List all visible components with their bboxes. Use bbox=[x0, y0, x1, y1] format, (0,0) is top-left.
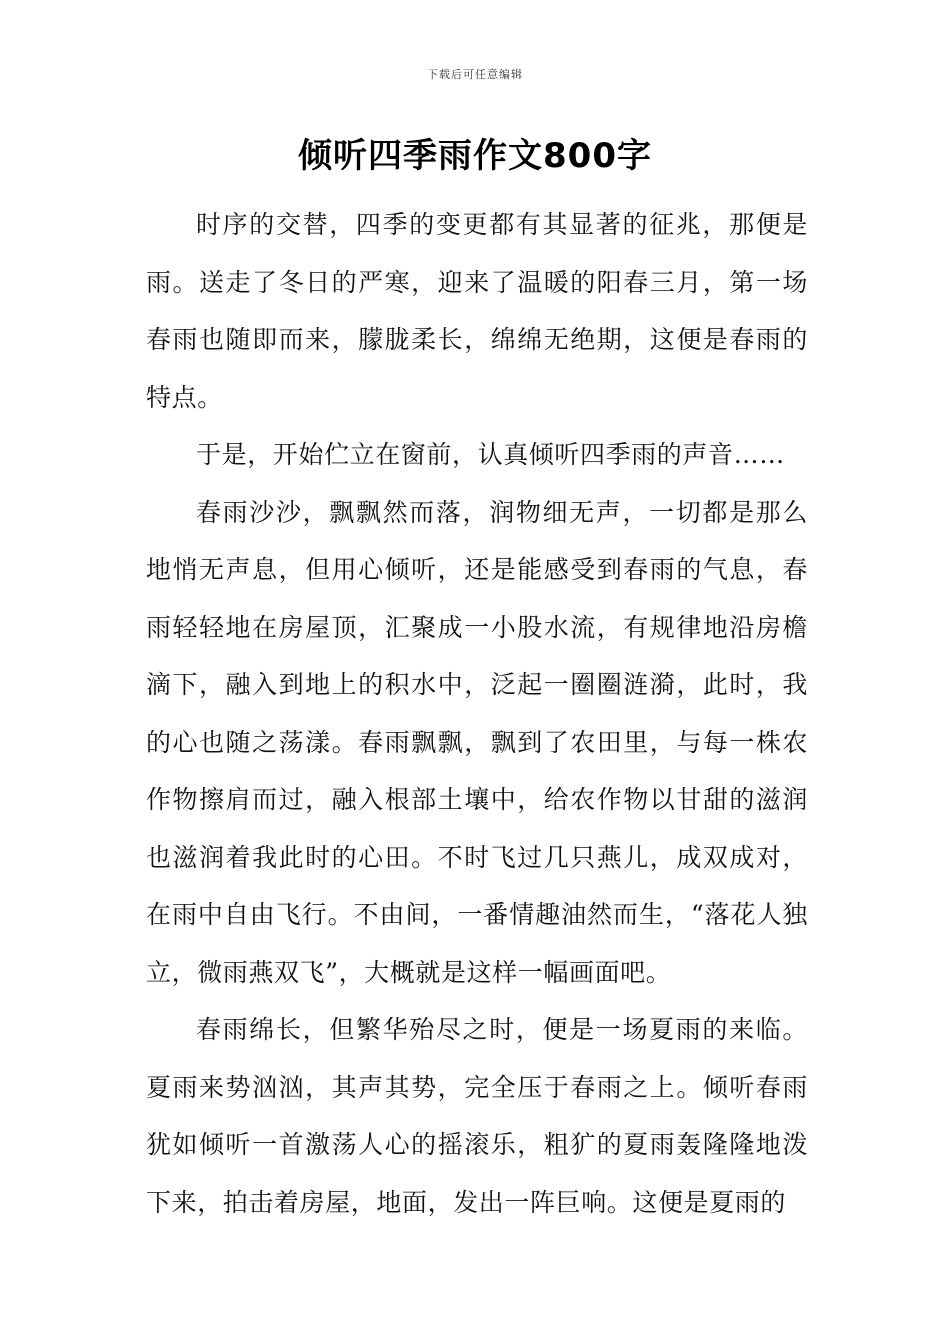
paragraph-1: 时序的交替，四季的变更都有其显著的征兆，那便是雨。送走了冬日的严寒，迎来了温暖的阳春三月，第一场春雨也随即而来，朦胧柔长，绵绵无绝期，这便是春雨的特点。 bbox=[146, 210, 808, 412]
page-title: 倾听四季雨作文800字 bbox=[298, 136, 652, 176]
paragraph-2: 于是，开始伫立在窗前，认真倾听四季雨的声音…… bbox=[196, 440, 785, 469]
paragraph-3: 春雨沙沙，飘飘然而落，润物细无声，一切都是那么地悄无声息，但用心倾听，还是能感受到春雨的气息，春雨轻轻地在房屋顶，汇聚成一小股水流，有规律地沿房檐滴下，融入到地上的积水中，泛起一圈圈涟漪，此时，我的心也随之荡漾。春雨飘飘，飘到了农田里，与每一株农作物擦肩而过，融入根部土壤中，给农作物以甘甜的滋润也滋润着我此时的心田。不时飞过几只燕儿，成双成对，在雨中自由飞行。不由间，一番情趣油然而生，“落花人独立，微雨燕双飞”，大概就是这样一幅画面吧。 bbox=[146, 497, 808, 987]
header-note: 下载后可任意编辑 bbox=[427, 68, 523, 81]
essay-body bbox=[146, 196, 808, 1231]
paragraph-4: 春雨绵长，但繁华殆尽之时，便是一场夏雨的来临。夏雨来势汹汹，其声其势，完全压于春雨之上。倾听春雨犹如倾听一首激荡人心的摇滚乐，粗犷的夏雨轰隆隆地泼下来，拍击着房屋，地面，发出一阵巨响。这便是夏雨的 bbox=[146, 1015, 808, 1217]
